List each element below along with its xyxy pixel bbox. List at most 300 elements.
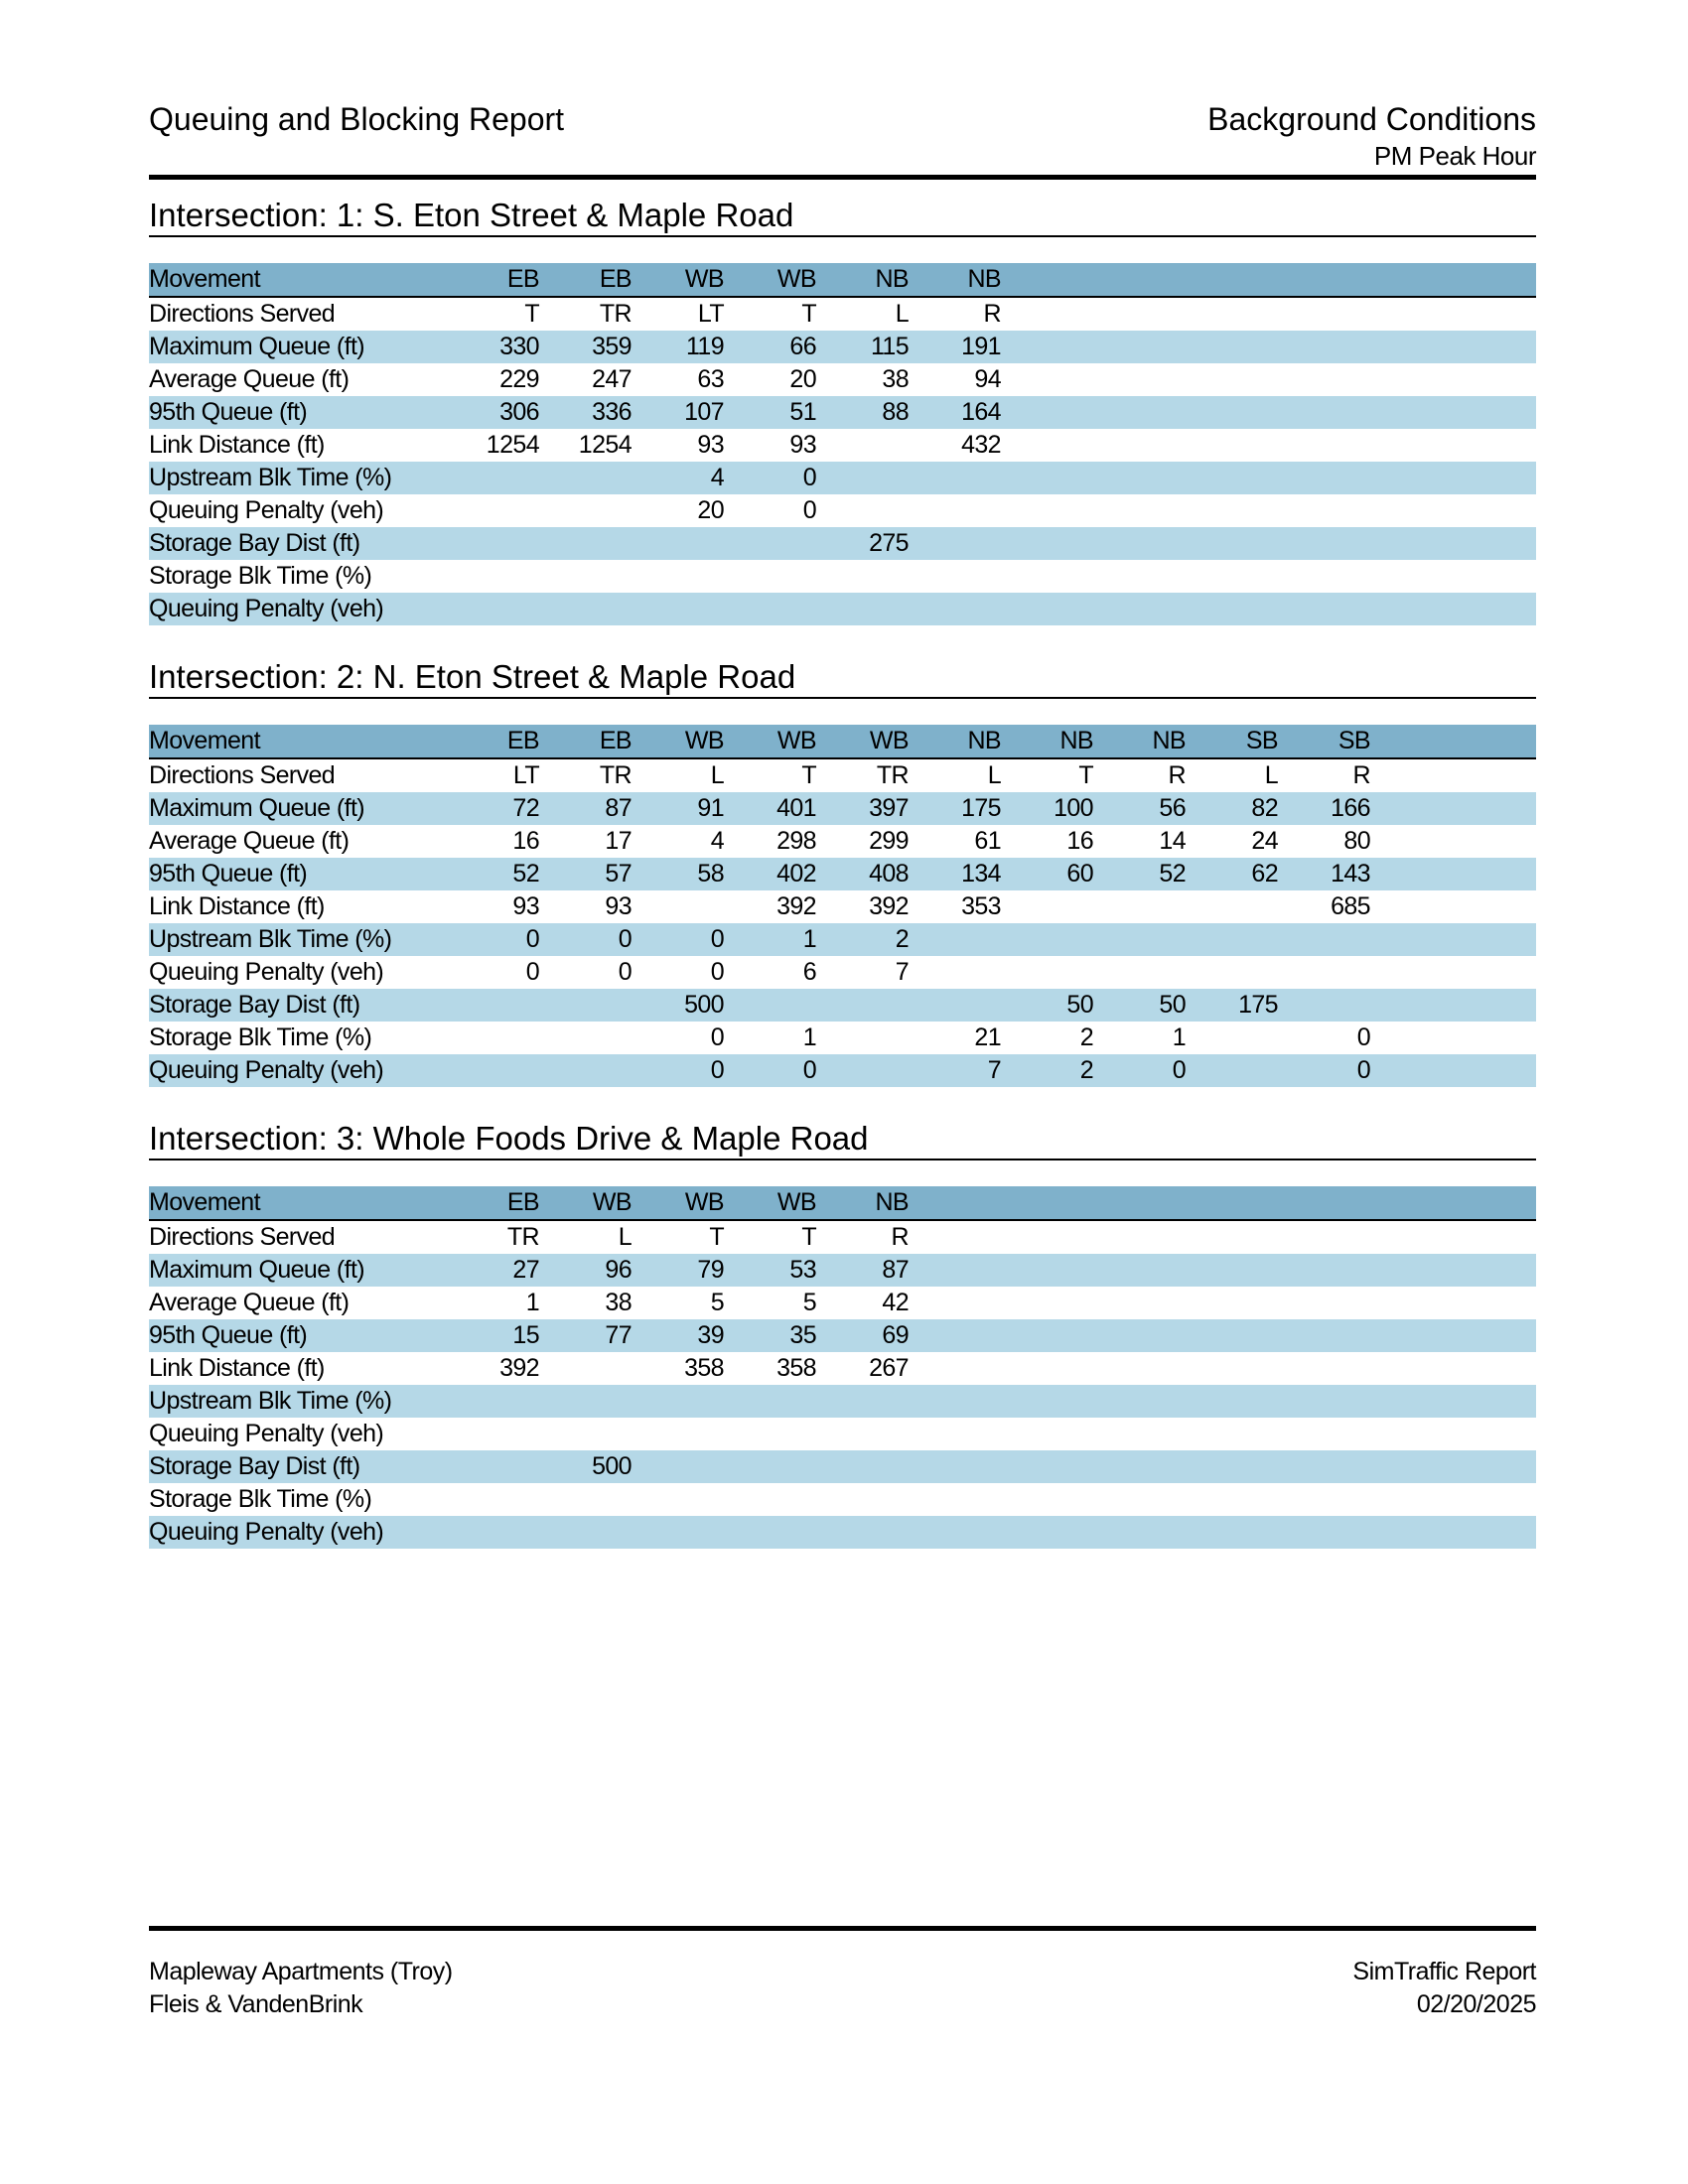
table-cell — [539, 1022, 632, 1054]
row-fill — [1370, 1186, 1536, 1220]
table-cell — [1093, 1483, 1186, 1516]
table-cell: 52 — [447, 858, 539, 890]
table-cell: T — [801, 761, 816, 789]
movement-row — [149, 1186, 1536, 1220]
table-row — [149, 593, 1536, 625]
table-cell — [1186, 1483, 1278, 1516]
table-cell: 66 — [724, 331, 816, 363]
intersection-title: Intersection: 1: S. Eton Street & Maple Road — [149, 196, 1536, 237]
table-row — [149, 331, 1536, 363]
table-cell: 143 — [1278, 858, 1370, 890]
movement-cell: NB — [816, 1186, 909, 1220]
table-cell: 267 — [869, 1354, 909, 1382]
table-cell: 1 — [802, 1024, 816, 1051]
table-cell — [632, 1385, 724, 1418]
table-cell — [539, 560, 632, 593]
table-cell — [1278, 1287, 1370, 1319]
movement-label: Movement — [149, 263, 447, 297]
table-cell: 7 — [909, 1054, 1001, 1087]
table-cell: 82 — [1186, 792, 1278, 825]
table-cell: R — [1168, 761, 1186, 789]
table-cell — [1186, 1022, 1278, 1054]
table-cell — [539, 1352, 632, 1385]
row-label: Queuing Penalty (veh) — [149, 1054, 447, 1087]
table-cell — [724, 1516, 816, 1549]
report-footer — [149, 1926, 1536, 2018]
row-fill — [1370, 1516, 1536, 1549]
table-row — [149, 1287, 1536, 1319]
row-fill — [1370, 363, 1536, 396]
table-cell: 4 — [710, 827, 724, 855]
table-cell: 87 — [539, 792, 632, 825]
row-label: Maximum Queue (ft) — [149, 331, 447, 363]
table-cell: 27 — [447, 1254, 539, 1287]
table-cell — [816, 989, 909, 1022]
table-cell — [909, 1319, 1001, 1352]
row-fill — [1370, 858, 1536, 890]
table-cell — [1278, 1385, 1370, 1418]
table-cell: R — [1352, 761, 1370, 789]
table-cell: R — [891, 1223, 909, 1251]
table-cell — [909, 956, 1001, 989]
table-cell — [1093, 1450, 1186, 1483]
table-row — [149, 1418, 1536, 1450]
table-cell — [816, 1483, 909, 1516]
table-cell — [724, 1450, 816, 1483]
table-row — [149, 494, 1536, 527]
row-fill — [1370, 725, 1536, 758]
movement-cell: SB — [1186, 725, 1278, 758]
table-cell: T — [1078, 761, 1093, 789]
table-cell — [724, 560, 816, 593]
table-cell: R — [983, 300, 1001, 328]
table-cell — [816, 462, 909, 494]
table-cell — [539, 593, 632, 625]
table-cell — [1001, 923, 1093, 956]
table-cell: 17 — [605, 827, 632, 855]
table-cell — [909, 494, 1001, 527]
table-cell: 500 — [632, 989, 724, 1022]
table-cell: 402 — [724, 858, 816, 890]
table-cell: 1 — [724, 923, 816, 956]
table-cell — [1001, 1352, 1093, 1385]
table-cell: 134 — [909, 858, 1001, 890]
table-cell — [1001, 1287, 1093, 1319]
table-cell — [909, 1254, 1001, 1287]
table-cell — [1278, 331, 1370, 363]
table-cell — [909, 593, 1001, 625]
table-cell: 38 — [882, 365, 909, 393]
table-cell — [1001, 297, 1093, 331]
row-label: Average Queue (ft) — [149, 1289, 350, 1316]
table-cell — [1001, 560, 1093, 593]
footer-right — [1352, 1956, 1536, 2021]
row-label: Directions Served — [149, 1223, 336, 1251]
table-cell — [909, 527, 1001, 560]
table-cell — [1278, 1319, 1370, 1352]
table-cell — [447, 989, 539, 1022]
table-row — [149, 890, 1536, 923]
row-fill — [1370, 923, 1536, 956]
table-cell: 42 — [882, 1289, 909, 1316]
table-cell: 87 — [816, 1254, 909, 1287]
row-label: Link Distance (ft) — [149, 892, 325, 920]
table-cell — [909, 560, 1001, 593]
row-label: Upstream Blk Time (%) — [149, 923, 447, 956]
movement-row — [149, 263, 1536, 297]
row-label: Link Distance (ft) — [149, 431, 325, 459]
movement-cell — [1186, 1186, 1278, 1220]
movement-cell: EB — [447, 263, 539, 297]
table-cell: 16 — [1066, 827, 1093, 855]
table-cell — [816, 1418, 909, 1450]
table-cell — [539, 1483, 632, 1516]
table-cell — [447, 462, 539, 494]
table-cell: 392 — [869, 892, 909, 920]
table-cell: 358 — [776, 1354, 816, 1382]
table-cell: 298 — [776, 827, 816, 855]
table-cell — [1093, 527, 1186, 560]
table-cell: 91 — [632, 792, 724, 825]
table-cell: 0 — [802, 496, 816, 524]
row-fill — [1370, 1022, 1536, 1054]
table-cell — [1093, 331, 1186, 363]
table-cell: 53 — [724, 1254, 816, 1287]
movement-label: Movement — [149, 1186, 447, 1220]
table-cell: 0 — [618, 958, 632, 986]
row-fill — [1370, 396, 1536, 429]
row-fill — [1370, 1418, 1536, 1450]
row-label: 95th Queue (ft) — [149, 396, 447, 429]
movement-cell — [909, 1186, 1001, 1220]
table-cell: 35 — [724, 1319, 816, 1352]
table-cell: 5 — [802, 1289, 816, 1316]
intersection-1 — [149, 196, 1536, 625]
table-cell — [909, 1450, 1001, 1483]
table-cell — [1186, 923, 1278, 956]
table-cell — [1278, 1254, 1370, 1287]
table-cell — [1001, 331, 1093, 363]
table-cell — [1186, 1287, 1278, 1319]
table-cell: 0 — [710, 958, 724, 986]
row-label: Directions Served — [149, 300, 336, 328]
table-cell: L — [895, 300, 909, 328]
table-cell — [1093, 1385, 1186, 1418]
table-cell: 5 — [710, 1289, 724, 1316]
row-label: Storage Bay Dist (ft) — [149, 527, 447, 560]
table-cell: 0 — [1278, 1054, 1370, 1087]
row-label: Storage Blk Time (%) — [149, 1485, 372, 1513]
row-fill — [1370, 792, 1536, 825]
table-cell — [1001, 1450, 1093, 1483]
table-cell: 119 — [632, 331, 724, 363]
report-header — [149, 99, 1536, 181]
table-cell: 336 — [539, 396, 632, 429]
movement-cell: WB — [632, 1186, 724, 1220]
movement-cell: NB — [909, 725, 1001, 758]
table-cell — [1278, 956, 1370, 989]
row-fill — [1370, 956, 1536, 989]
table-cell: TR — [599, 761, 632, 789]
table-cell — [447, 494, 539, 527]
movement-cell — [1278, 263, 1370, 297]
table-cell: 52 — [1093, 858, 1186, 890]
table-cell — [447, 1516, 539, 1549]
table-cell — [1186, 1418, 1278, 1450]
table-cell: 0 — [447, 923, 539, 956]
row-label: 95th Queue (ft) — [149, 1319, 447, 1352]
table-cell — [1186, 593, 1278, 625]
table-row — [149, 758, 1536, 792]
table-cell: 0 — [724, 462, 816, 494]
table-row — [149, 792, 1536, 825]
table-cell — [1278, 923, 1370, 956]
table-row — [149, 989, 1536, 1022]
table-cell: 392 — [776, 892, 816, 920]
table-cell: 107 — [632, 396, 724, 429]
table-cell — [1186, 1220, 1278, 1254]
table-cell: LT — [512, 761, 539, 789]
table-cell: 1 — [525, 1289, 539, 1316]
movement-cell: NB — [909, 263, 1001, 297]
table-cell: L — [618, 1223, 632, 1251]
report-date: 02/20/2025 — [1416, 1990, 1536, 2018]
row-label: Storage Blk Time (%) — [149, 562, 372, 590]
table-cell: 191 — [909, 331, 1001, 363]
table-cell — [724, 527, 816, 560]
table-cell — [1278, 593, 1370, 625]
table-row — [149, 956, 1536, 989]
table-row — [149, 858, 1536, 890]
table-cell — [1186, 1516, 1278, 1549]
table-cell: 2 — [816, 923, 909, 956]
table-cell — [1093, 1418, 1186, 1450]
table-cell — [632, 560, 724, 593]
table-cell — [1278, 1483, 1370, 1516]
table-cell — [1093, 1516, 1186, 1549]
table-cell — [1278, 989, 1370, 1022]
row-fill — [1370, 1319, 1536, 1352]
row-fill — [1370, 1352, 1536, 1385]
table-cell — [1001, 1319, 1093, 1352]
table-cell: 77 — [539, 1319, 632, 1352]
table-cell — [909, 1516, 1001, 1549]
movement-cell: WB — [724, 263, 816, 297]
table-cell — [1278, 1516, 1370, 1549]
table-row — [149, 1516, 1536, 1549]
table-cell: TR — [599, 300, 632, 328]
movement-cell: NB — [816, 263, 909, 297]
table-cell: 88 — [816, 396, 909, 429]
table-cell — [447, 560, 539, 593]
row-fill — [1370, 1254, 1536, 1287]
table-cell: 685 — [1331, 892, 1370, 920]
movement-cell: WB — [816, 725, 909, 758]
table-row — [149, 1054, 1536, 1087]
table-cell — [1186, 890, 1278, 923]
table-cell — [1001, 527, 1093, 560]
table-cell: 392 — [499, 1354, 539, 1382]
table-cell: 1254 — [578, 431, 632, 459]
report-title: Queuing and Blocking Report — [149, 101, 565, 137]
movement-cell: WB — [632, 263, 724, 297]
row-fill — [1370, 297, 1536, 331]
table-cell — [724, 593, 816, 625]
row-label: Maximum Queue (ft) — [149, 792, 447, 825]
table-row — [149, 1319, 1536, 1352]
table-cell: 115 — [816, 331, 909, 363]
table-cell: 299 — [869, 827, 909, 855]
report-type: SimTraffic Report — [1352, 1958, 1536, 1985]
table-cell — [816, 1516, 909, 1549]
table-cell: 6 — [802, 958, 816, 986]
row-fill — [1370, 1054, 1536, 1087]
table-cell — [1186, 1254, 1278, 1287]
row-fill — [1370, 1385, 1536, 1418]
table-cell: LT — [697, 300, 724, 328]
scenario-label: Background Conditions — [1207, 101, 1536, 137]
table-cell — [1001, 1418, 1093, 1450]
table-cell: 58 — [632, 858, 724, 890]
table-cell: 93 — [697, 431, 724, 459]
table-cell — [909, 923, 1001, 956]
table-cell — [909, 1220, 1001, 1254]
movement-cell: EB — [447, 725, 539, 758]
row-fill — [1370, 462, 1536, 494]
movement-row — [149, 725, 1536, 758]
table-cell — [909, 1385, 1001, 1418]
table-cell: 175 — [1186, 989, 1278, 1022]
table-cell: 20 — [789, 365, 816, 393]
table-cell: T — [709, 1223, 724, 1251]
movement-cell — [1001, 263, 1093, 297]
table-row — [149, 297, 1536, 331]
table-cell — [724, 1418, 816, 1450]
table-cell — [447, 1385, 539, 1418]
table-cell — [816, 1022, 909, 1054]
table-cell: 69 — [816, 1319, 909, 1352]
table-cell: 164 — [909, 396, 1001, 429]
table-cell — [539, 527, 632, 560]
table-cell — [539, 494, 632, 527]
table-cell: 63 — [697, 365, 724, 393]
row-label: 95th Queue (ft) — [149, 858, 447, 890]
table-row — [149, 1483, 1536, 1516]
table-cell — [1186, 1054, 1278, 1087]
table-cell — [539, 1054, 632, 1087]
table-cell: 432 — [961, 431, 1001, 459]
table-cell: 359 — [539, 331, 632, 363]
intersection-3 — [149, 1119, 1536, 1549]
table-cell — [909, 1418, 1001, 1450]
table-cell: 93 — [605, 892, 632, 920]
table-cell: L — [987, 761, 1001, 789]
table-row — [149, 363, 1536, 396]
table-cell: 93 — [789, 431, 816, 459]
row-label: Link Distance (ft) — [149, 1354, 325, 1382]
table-cell: 57 — [539, 858, 632, 890]
row-fill — [1370, 1220, 1536, 1254]
row-label: Maximum Queue (ft) — [149, 1254, 447, 1287]
table-cell: 166 — [1278, 792, 1370, 825]
row-label: Queuing Penalty (veh) — [149, 593, 447, 625]
table-cell — [1001, 593, 1093, 625]
table-cell — [1186, 331, 1278, 363]
movement-cell: WB — [724, 725, 816, 758]
table-cell: 1 — [1172, 1024, 1186, 1051]
table-cell: 20 — [697, 496, 724, 524]
table-cell — [1001, 1220, 1093, 1254]
table-cell: 408 — [816, 858, 909, 890]
table-row — [149, 1385, 1536, 1418]
table-cell — [1186, 1319, 1278, 1352]
table-cell — [1093, 956, 1186, 989]
table-cell — [1186, 956, 1278, 989]
row-fill — [1370, 890, 1536, 923]
table-row — [149, 1220, 1536, 1254]
table-cell — [1278, 297, 1370, 331]
table-cell — [1093, 297, 1186, 331]
table-cell — [816, 1054, 909, 1087]
row-label: Queuing Penalty (veh) — [149, 496, 384, 524]
table-cell — [447, 1022, 539, 1054]
table-row — [149, 560, 1536, 593]
table-cell — [1186, 297, 1278, 331]
intersection-title: Intersection: 3: Whole Foods Drive & Maple Road — [149, 1119, 1536, 1160]
row-fill — [1370, 494, 1536, 527]
table-cell — [1186, 1385, 1278, 1418]
table-cell: 1254 — [486, 431, 539, 459]
table-cell — [539, 1385, 632, 1418]
table-cell: 4 — [632, 462, 724, 494]
table-cell — [1093, 1352, 1186, 1385]
row-fill — [1370, 263, 1536, 297]
movement-cell — [1278, 1186, 1370, 1220]
table-cell: 397 — [816, 792, 909, 825]
table-cell: 0 — [724, 1054, 816, 1087]
table-cell — [816, 429, 909, 462]
movement-cell — [1001, 1186, 1093, 1220]
table-cell: 50 — [1093, 989, 1186, 1022]
table-cell: 247 — [592, 365, 632, 393]
row-fill — [1370, 331, 1536, 363]
table-cell: 56 — [1093, 792, 1186, 825]
movement-cell: SB — [1278, 725, 1370, 758]
table-cell — [1093, 1319, 1186, 1352]
movement-cell — [1093, 1186, 1186, 1220]
period-label: PM Peak Hour — [1373, 141, 1536, 171]
table-cell: 24 — [1251, 827, 1278, 855]
table-cell — [1001, 890, 1093, 923]
table-cell — [1001, 494, 1093, 527]
row-label: Storage Bay Dist (ft) — [149, 989, 447, 1022]
table-cell — [1186, 560, 1278, 593]
table-cell: TR — [506, 1223, 539, 1251]
table-cell — [909, 1483, 1001, 1516]
table-cell — [1001, 1516, 1093, 1549]
table-cell: 38 — [605, 1289, 632, 1316]
row-fill — [1370, 825, 1536, 858]
row-fill — [1370, 1450, 1536, 1483]
row-fill — [1370, 1287, 1536, 1319]
table-cell: 275 — [816, 527, 909, 560]
table-cell — [632, 1450, 724, 1483]
table-cell: T — [801, 1223, 816, 1251]
table-cell: 0 — [710, 1024, 724, 1051]
table-cell — [1186, 494, 1278, 527]
row-label: Queuing Penalty (veh) — [149, 1516, 447, 1549]
table-cell — [447, 1054, 539, 1087]
